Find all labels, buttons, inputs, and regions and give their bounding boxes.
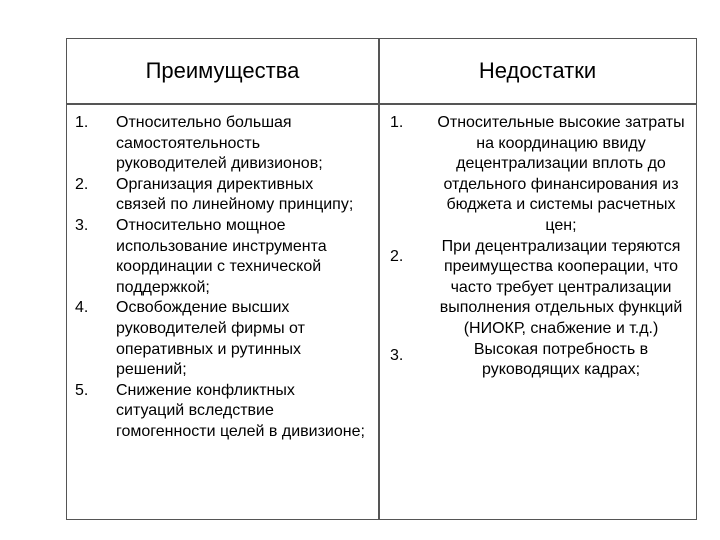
item-number: 2.: [390, 247, 404, 265]
item-text: Относительные высокие затраты на координацию ввиду децентрализации вплоть до отдельного финансирования из бюджета и системы расчетных цен;: [437, 114, 685, 234]
item-number: 1.: [75, 114, 89, 131]
item-number: 2.: [75, 175, 89, 193]
item-text: Относительно большая самостоятельность руководителей дивизионов;: [116, 114, 323, 173]
advantage-item: [67, 113, 378, 175]
advantage-item: [67, 381, 378, 443]
disadvantage-item: [379, 113, 696, 237]
item-text: Снижение конфликтных ситуаций вследствие гомогенности целей в дивизионе;: [116, 381, 365, 440]
item-text: Относительно мощное использование инструмента координации с технической поддержкой;: [116, 216, 327, 296]
advantages-list: [67, 113, 378, 443]
disadvantages-list: [379, 113, 696, 381]
item-number: 3.: [390, 346, 404, 364]
item-text: Организация директивных связей по линейному принципу;: [116, 175, 354, 214]
item-text: Высокая потребность в руководящих кадрах;: [473, 340, 649, 379]
advantage-item: [67, 216, 378, 298]
comparison-table: [66, 38, 697, 520]
item-text: Освобождение высших руководителей фирмы от оперативных и рутинных решений;: [116, 299, 305, 379]
disadvantages-header: Недостатки: [478, 58, 597, 83]
item-number: 1.: [390, 114, 404, 131]
advantages-header: Преимущества: [145, 58, 300, 83]
item-number: 3.: [75, 216, 89, 234]
disadvantage-item: [379, 237, 696, 340]
item-text: При децентрализации теряются преимущества кооперации, что часто требует централизации выполнения отдельных функций (НИОКР, снабжение и т.д.): [439, 237, 683, 337]
advantage-item: [67, 298, 378, 380]
header-divider: [67, 103, 696, 105]
item-number: 4.: [75, 299, 89, 317]
advantage-item: [67, 175, 378, 216]
item-number: 5.: [75, 381, 89, 399]
disadvantage-item: [379, 340, 696, 381]
